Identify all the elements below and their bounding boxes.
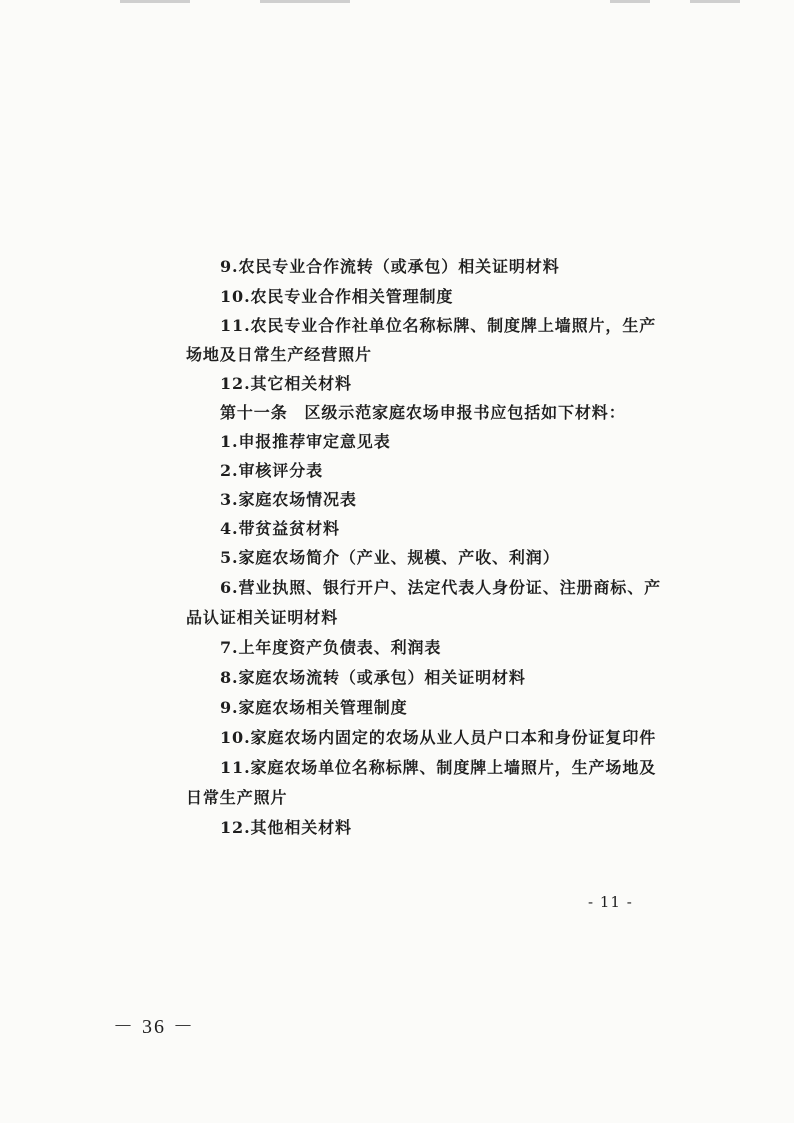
text-line: 4.带贫益贫材料 [220, 519, 340, 538]
text-line: 9.农民专业合作流转（或承包）相关证明材料 [220, 257, 560, 276]
text-line: 12.其它相关材料 [220, 374, 352, 393]
scan-mark [260, 0, 350, 3]
text-line: 11.家庭农场单位名称标牌、制度牌上墙照片，生产场地及 [220, 758, 657, 777]
inner-page-number: - 11 - [588, 893, 633, 911]
text-line: 1.申报推荐审定意见表 [220, 432, 391, 451]
text-line: 10.农民专业合作相关管理制度 [220, 287, 454, 306]
text-line: 9.家庭农场相关管理制度 [220, 698, 408, 717]
text-line: 10.家庭农场内固定的农场从业人员户口本和身份证复印件 [220, 728, 657, 747]
text-line: 日常生产照片 [186, 788, 288, 807]
text-line: 5.家庭农场简介（产业、规模、产收、利润） [220, 548, 560, 567]
text-line: 11.农民专业合作社单位名称标牌、制度牌上墙照片，生产 [220, 316, 657, 335]
text-line: 8.家庭农场流转（或承包）相关证明材料 [220, 668, 526, 687]
text-line: 6.营业执照、银行开户、法定代表人身份证、注册商标、产 [220, 578, 662, 597]
text-line: 12.其他相关材料 [220, 818, 352, 837]
text-line: 场地及日常生产经营照片 [186, 345, 372, 364]
scan-mark [120, 0, 190, 3]
text-line: 品认证相关证明材料 [186, 608, 339, 627]
scan-mark [690, 0, 740, 3]
article-heading: 第十一条 区级示范家庭农场申报书应包括如下材料： [220, 403, 626, 422]
text-line: 3.家庭农场情况表 [220, 490, 357, 509]
text-line: 7.上年度资产负债表、利润表 [220, 638, 442, 657]
scan-mark [610, 0, 650, 3]
outer-page-number: － 36 － [113, 1016, 195, 1038]
text-line: 2.审核评分表 [220, 461, 324, 480]
